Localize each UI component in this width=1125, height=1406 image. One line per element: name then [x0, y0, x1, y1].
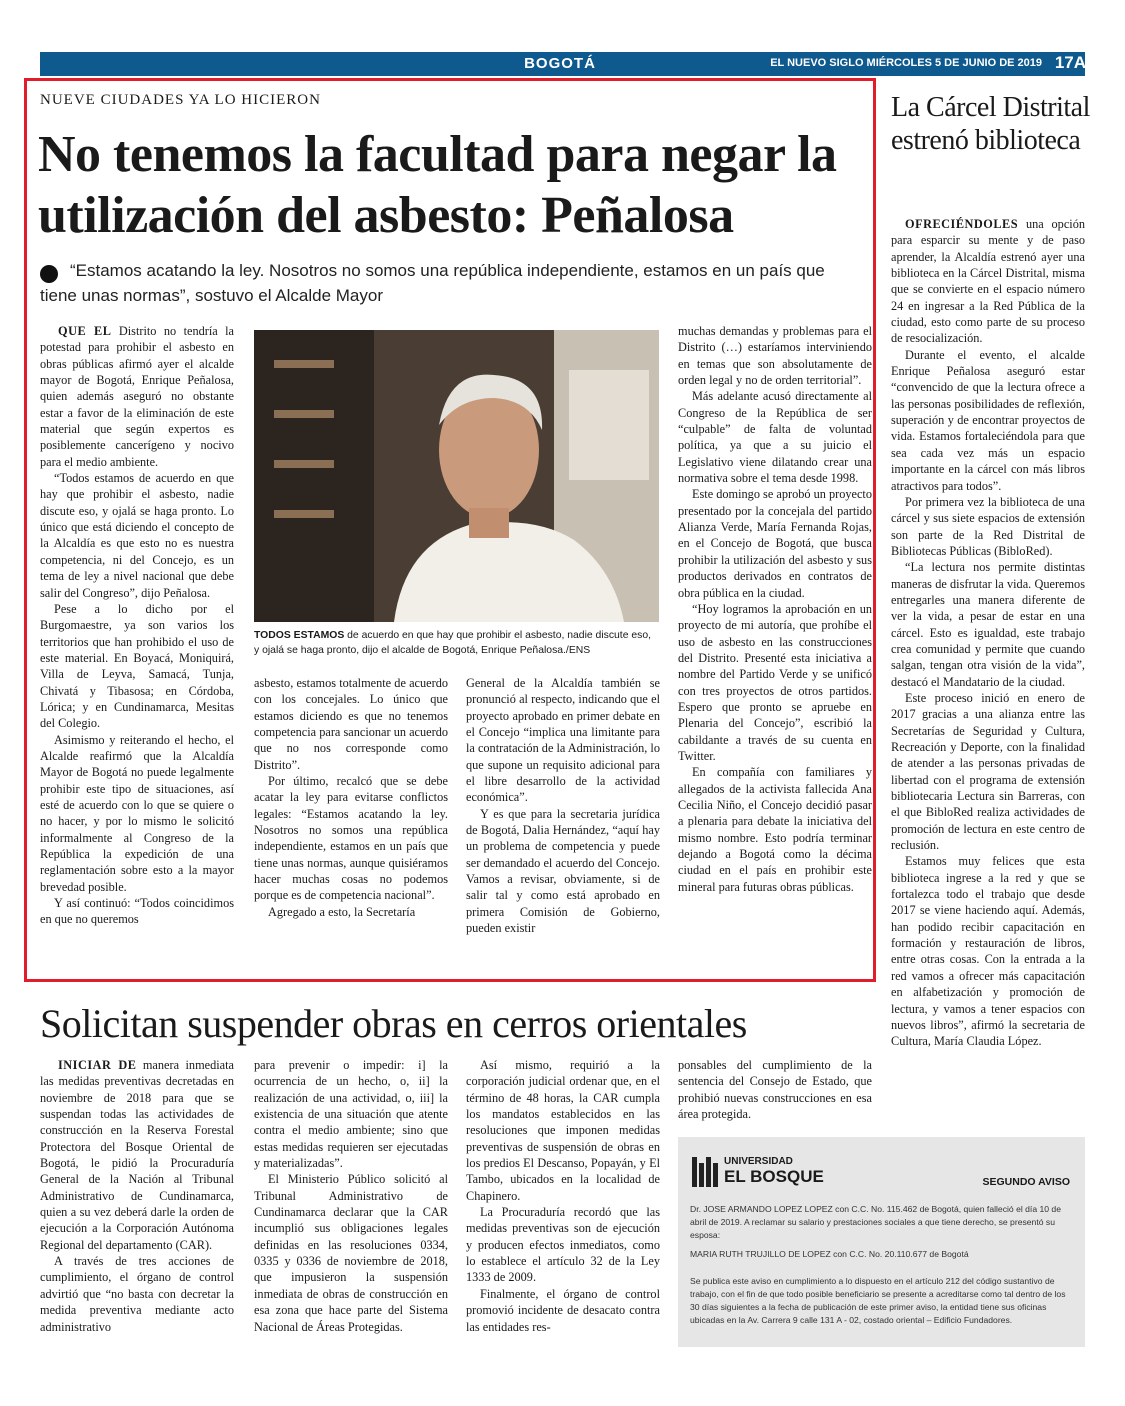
paragraph: una opción para esparcir su mente y de paso aprender, la Alcaldía estrenó ayer una biblioteca en la Cárcel Distrital, misma que se convierte en el espacio número 24 en ingresar a la Red Pública de la ciudad, esto como parte de su proceso de resocialización.: [891, 217, 1085, 346]
paragraph: Y es que para la secretaria jurídica de Bogotá, Dalia Hernández, “aquí hay un problema de competencia y puede ser demandado el acuerdo del Concejo. Vamos a revisar, obviamente, si de salir tal y como está aprobado en primera Comisión de Gobierno, pueden existir: [466, 806, 660, 936]
second-column-3: [466, 1057, 660, 1335]
lead-in: OFRECIÉNDOLES: [905, 217, 1019, 231]
paragraph: ponsables del cumplimiento de la sentencia del Consejo de Estado, que prohibió nuevas construcciones en esa área protegida.: [678, 1058, 872, 1122]
paragraph: asbesto, estamos totalmente de acuerdo con los concejales. Lo único que estamos diciendo es que no tenemos competencia para sancionar un acuerdo que no nos corresponde como Distrito”.: [254, 676, 448, 772]
paragraph: Distrito no tendría la potestad para prohibir el asbesto en obras públicas afirmó ayer el alcalde mayor de Bogotá, Enrique Peñalosa, quien además aseguró no obstante estar a favor de la eliminación de este material que según expertos es posiblemente cancerígeno y nocivo para el medio ambiente.: [40, 324, 234, 469]
story-column-2: [254, 675, 448, 920]
paragraph: “Todos estamos de acuerdo en que hay que prohibir el asbesto, nadie discute eso, y ojalá se haga pronto. Lo único que está diciendo el concepto de la Alcaldía es que esto no es nuestra competencia, ni del Concejo, es un tema de ley a nivel nacional que debe salir del Congreso”, dijo Peñalosa.: [40, 471, 234, 600]
paragraph: A través de tres acciones de cumplimiento, el órgano de control advirtió que “no basta con decretar la medida preventiva mediante acto administrativo: [40, 1254, 234, 1334]
story-lead: “Estamos acatando la ley. Nosotros no somos una república independiente, estamos en un país que tiene unas normas”, sostuvo el Alcalde Mayor: [40, 261, 825, 305]
paragraph: “La lectura nos permite distintas maneras de disfrutar la vida. Queremos entregarles una manera diferente de ver la vida, a pesar de estar en una cárcel. Esto es igualdad, este trabajo crea comunidad y permite que cuando salgan, tengan otra visión de la vida”, destacó el Mandatario de la ciudad.: [891, 560, 1085, 689]
paragraph: Este domingo se aprobó un proyecto presentado por la concejala del partido Alianza Verde, María Fernanda Rojas, en el Concejo de Bogotá, que busca prohibir la utilización del asbesto y sus productos derivados en contratos de obra pública en la ciudad.: [678, 487, 872, 600]
second-column-1: [40, 1057, 234, 1335]
story-column-3: [466, 675, 660, 937]
second-headline: Solicitan suspender obras en cerros orientales: [40, 1001, 747, 1046]
paragraph: El Ministerio Público solicitó al Tribunal Administrativo de Cundinamarca declarar que la CAR incumplió sus obligaciones legales definidas en las resoluciones 0334, 0335 y 0336 de noviembre de 2018, que impusieron la suspensión inmediata de obras de construcción en esa zona que hace parte del Sistema Nacional de Áreas Protegidas.: [254, 1172, 448, 1334]
page-number: 17A: [1054, 53, 1086, 72]
paragraph: manera inmediata las medidas preventivas decretadas en noviembre de 2018 para que se suspendan todas las actividades de construcción en la Reserva Forestal Protectora del Bosque Oriental de Bogotá, le pidió la Procuraduría General de la Nación al Tribunal Administrativo de Cundinamarca, quien a su vez deberá darle la orden de ejecución a la Corporación Autónoma Regional del departamento (CAR).: [40, 1058, 234, 1252]
paragraph: Estamos muy felices que esta biblioteca ingrese a la red y que se fortalezca todo el trabajo que desde 2017 se viene haciendo aquí. Además, han podido recibir capacitación en formación y restauración de libros, entre otras cosas. Con la entrada a la red vamos a ofrecer más capacitación en alfabetización y promoción de lectura, y vamos a tener espacios con nuevos libros”, afirmó la secretaria de Cultura, María Claudia López.: [891, 854, 1085, 1049]
paragraph: “Hoy logramos la aprobación en un proyecto de mi autoría, que prohíbe el uso de asbesto en las construcciones del Distrito. Presenté esta iniciativa a nombre del Partido Verde y se unificó con tres proyectos de otros partidos. Espero que pronto se apruebe en Plenaria del Concejo”, escribió la cabildante a través de su cuenta en Twitter.: [678, 601, 872, 763]
story-kicker: NUEVE CIUDADES YA LO HICIERON: [40, 92, 321, 108]
paragraph: para prevenir o impedir: i] la ocurrencia de un hecho, o, ii] la realización de una actividad, o, iii] la existencia de una situación que atente contra el medio ambiente; sino que estas medidas requieren ser ejecutadas y materializadas”.: [254, 1058, 448, 1171]
notice-text-2: MARIA RUTH TRUJILLO DE LOPEZ con C.C. No. 20.110.677 de Bogotá: [690, 1249, 969, 1259]
caption-lead-in: TODOS ESTAMOS: [254, 630, 345, 641]
paragraph: Finalmente, el órgano de control promovió incidente de desacato contra las entidades res-: [466, 1286, 660, 1334]
sidebar-column: [891, 216, 1085, 1050]
caption-text: de acuerdo en que hay que prohibir el asbesto, nadie discute eso, y ojalá se haga pronto, dijo el alcalde de Bogotá, Enrique Peñalosa./ENS: [254, 630, 652, 657]
paragraph: Pese a lo dicho por el Burgomaestre, ya son varios los territorios que han prohibido el uso de este material. En Boyacá, Moniquirá, Villa de Leyva, Samacá, Tunja, Chivatá y Tibasosa; en Córdoba, Lórica; y en Cundinamarca, Mesitas del Colegio.: [40, 601, 234, 731]
section-name: BOGOTÁ: [524, 55, 596, 72]
paragraph: Así mismo, requirió a la corporación judicial ordenar que, en el término de 48 horas, la CAR cumpla los mandatos establecidos en las resoluciones que imponen medidas preventivas de suspensión de obras en los predios El Descanso, Popayán, y El Tambo, ubicados en la localidad de Chapinero.: [466, 1058, 660, 1203]
notice-text-3: Se publica este aviso en cumplimiento a lo dispuesto en el artículo 212 del código sustantivo de trabajo, con el fin de que todo posible beneficiario se presente a acreditarse como tal dentro de los 30 días siguientes a la fecha de publicación de este primer aviso, la entidad tiene sus oficinas ubicadas en la Av. Carrera 9 calle 131 A - 02, costado oriental – Edificio Fundadores.: [690, 1276, 1066, 1325]
second-column-2: [254, 1057, 448, 1335]
paragraph: Y así continuó: “Todos coincidimos en que no queremos: [40, 896, 234, 927]
paragraph: Durante el evento, el alcalde Enrique Peñalosa aseguró estar “convencido de que la lectura ofrece a las personas posibilidades de reflexión, superación y de encontrar proyectos de vida. Estamos fortaleciéndola para que sea cada vez más un espacio importante en la cárcel con más libros atractivos para todos”.: [891, 347, 1085, 493]
paragraph: Agregado a esto, la Secretaría: [268, 904, 416, 919]
paragraph: muchas demandas y problemas para el Distrito (…) estaríamos interviniendo en temas que son absolutamente de orden legal y no de orden territorial”.: [678, 324, 872, 388]
logo-text-bottom: EL BOSQUE: [724, 1167, 824, 1186]
masthead-date: EL NUEVO SIGLO MIÉRCOLES 5 DE JUNIO DE 2019: [770, 57, 1042, 69]
paragraph: En compañía con familiares y allegados de la activista fallecida Ana Cecilia Niño, el Concejo decidió pasar a plenaria para debate la iniciativa del mismo nombre. Esto podría terminar dejando a Bogotá como la décima ciudad en el país en prohibir este mineral para futuras obras públicas.: [678, 765, 872, 894]
logo-text-top: UNIVERSIDAD: [724, 1156, 793, 1167]
paragraph: Este proceso inició en enero de 2017 gracias a una alianza entre las Secretarías de Seguridad y Cultura, Recreación y Deporte, con la finalidad de atender a las personas privadas de libertad con el programa de extensión bibliotecaria Lectura sin Barreras, con el que BibloRed realiza actividades de promoción de lectura en este centro de reclusión.: [891, 690, 1085, 853]
story-headline: No tenemos la facultad para negar la utilización del asbesto: Peñalosa: [38, 126, 837, 245]
story-photo: [254, 330, 659, 622]
photo-caption: [254, 628, 659, 658]
paragraph: La Procuraduría recordó que las medidas preventivas son de ejecución y producen efectos inmediatos, como lo establece el artículo 32 de la Ley 1333 de 2009.: [466, 1205, 660, 1285]
paragraph: Por primera vez la biblioteca de una cárcel y sus siete espacios de extensión son parte de la Red Distrital de Bibliotecas Públicas (BibloRed).: [891, 494, 1085, 558]
story-column-1: [40, 323, 234, 928]
paragraph: Más adelante acusó directamente al Congreso de la República de ser “culpable” de falta de voluntad política, ya que a su juicio el Legislativo viene dilatando crear una normativa sobre el tema desde 1998.: [678, 389, 872, 486]
notice-text-1: Dr. JOSE ARMANDO LOPEZ LOPEZ con C.C. No. 115.462 de Bogotá, quien falleció el día 10 de abril de 2019. A reclamar su salario y prestaciones sociales a que tiene derecho, se presentó su esposa:: [690, 1204, 1061, 1240]
paragraph: Asimismo y reiterando el hecho, el Alcalde reafirmó que la Alcaldía Mayor de Bogotá no puede legalmente prohibir este tipo de situaciones, así esté de acuerdo con lo que se quiere o no hacer, y por lo mismo le solicitó informalmente al Congreso de la República la expedición de una reglamentación sobre esto a la mayor brevedad posible.: [40, 732, 234, 894]
second-column-4: [678, 1057, 872, 1122]
story-column-4: [678, 323, 872, 895]
paragraph: Por último, recalcó que se debe acatar la ley para evitarse conflictos legales: “Estamos acatando la ley. Nosotros no somos una república independiente, estamos en un país que tiene unas normas, aunque quisiéramos hacer muchas cosas no podemos porque es de competencia nacional”.: [254, 774, 448, 903]
university-logo: [690, 1153, 850, 1193]
paragraph: General de la Alcaldía también se pronunció al respecto, indicando que el proyecto aprobado en primer debate en el Concejo “implica una limitante para la contratación de la Administración, lo que supone un requisito adicional para el libre desarrollo de la actividad económica”.: [466, 676, 660, 805]
lead-in: INICIAR DE: [58, 1058, 137, 1072]
sidebar-headline: La Cárcel Distrital estrenó biblioteca: [891, 92, 1090, 156]
lead-in: QUE EL: [58, 324, 112, 338]
notice-label: SEGUNDO AVISO: [982, 1176, 1070, 1188]
